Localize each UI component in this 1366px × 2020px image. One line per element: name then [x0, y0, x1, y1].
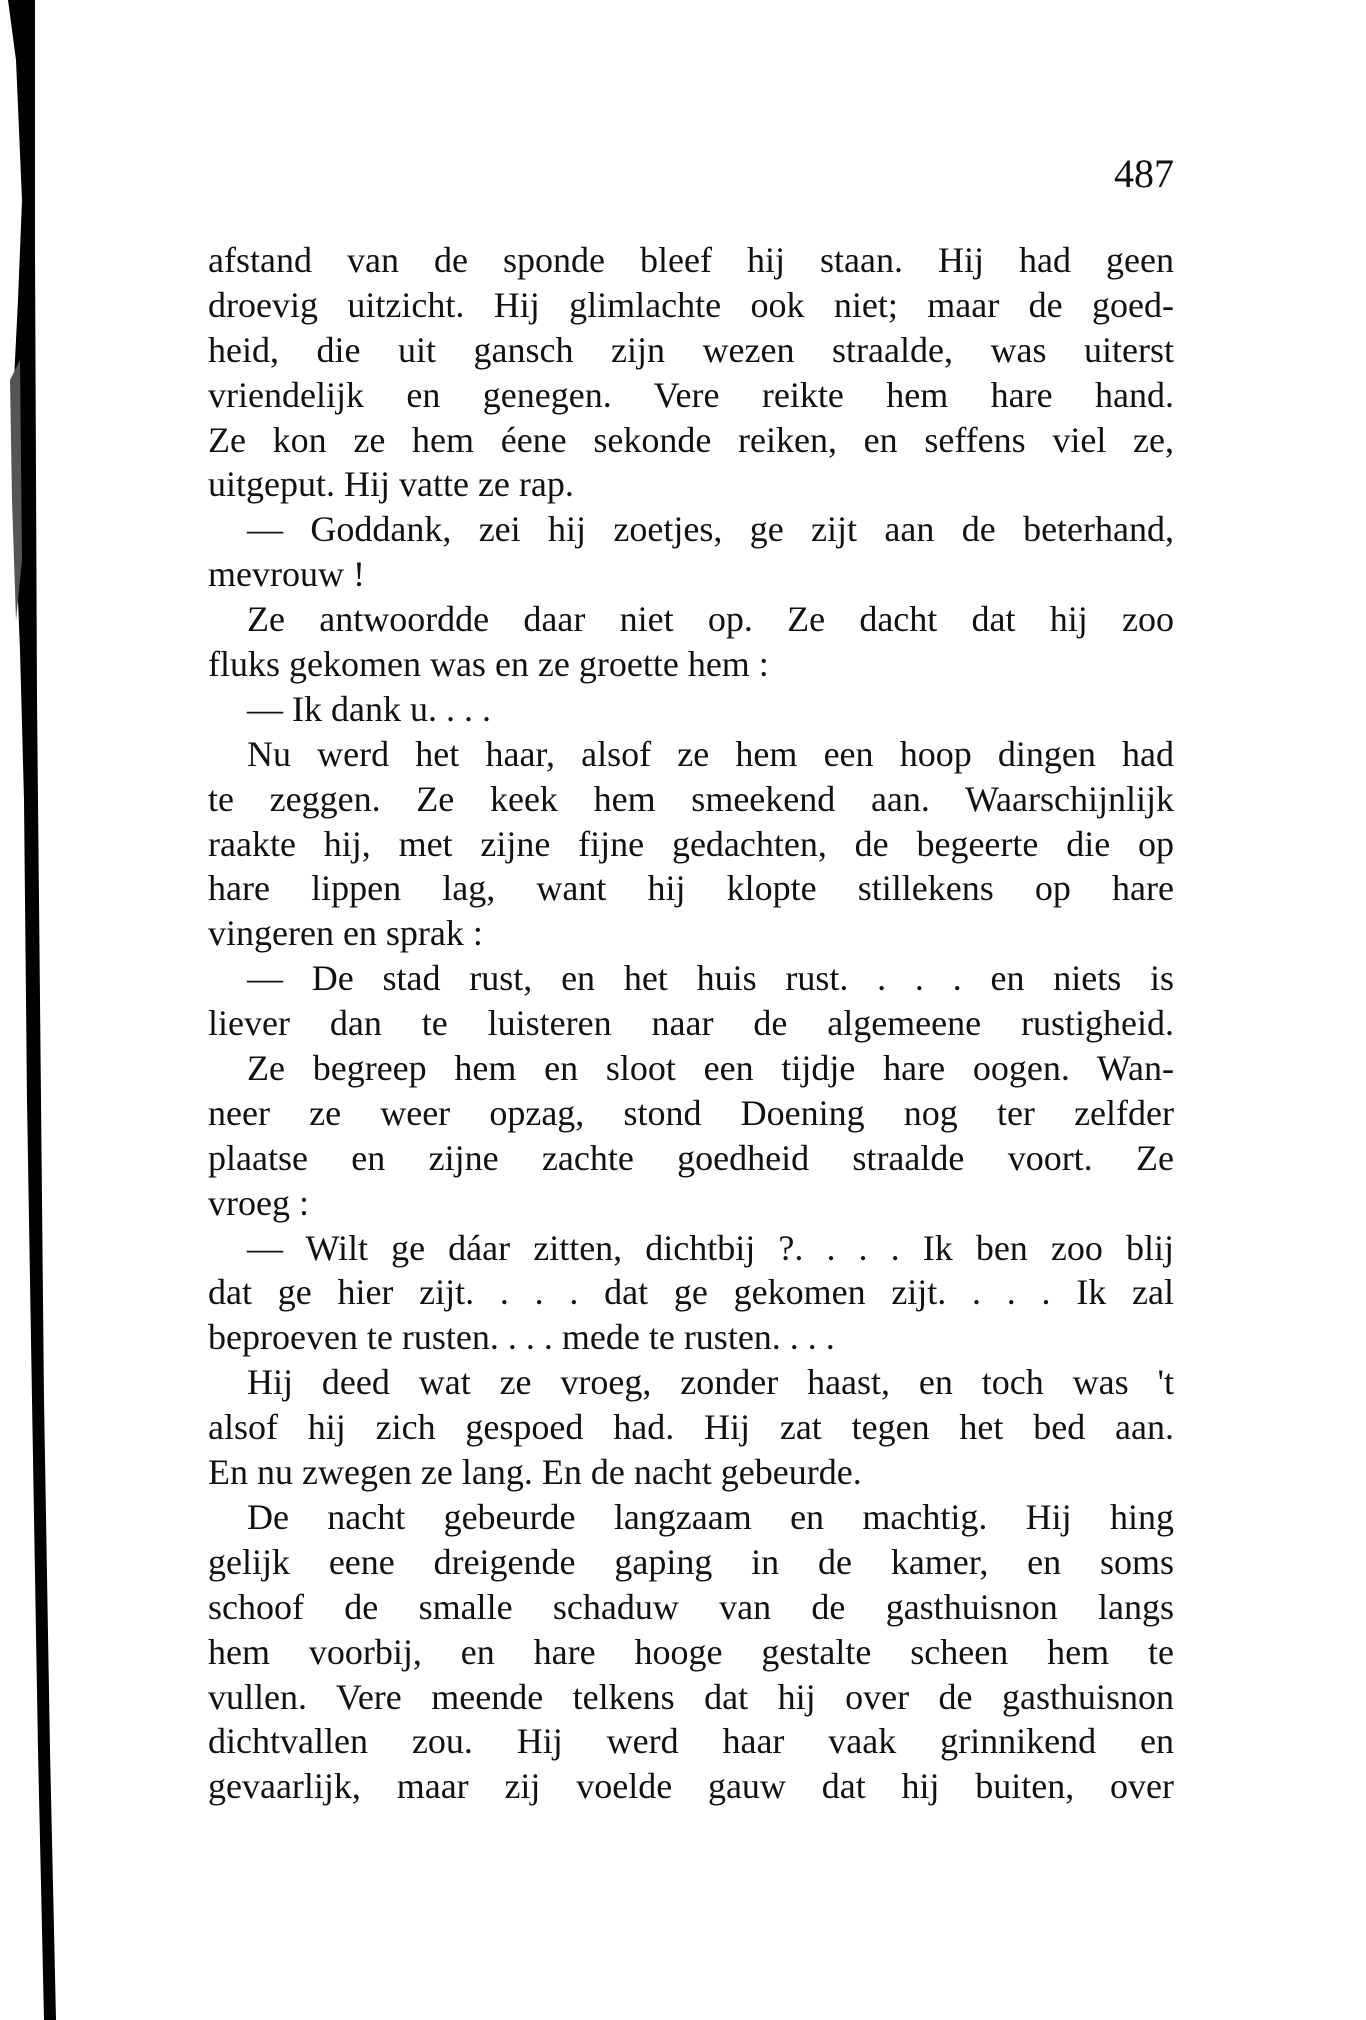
- text-line: alsof hij zich gespoed had. Hij zat tegen het bed aan.: [208, 1407, 1174, 1448]
- text-line: Ze antwoordde daar niet op. Ze dacht dat hij zoo: [247, 599, 1174, 640]
- text-line: fluks gekomen was en ze groette hem :: [208, 644, 769, 685]
- text-line: — De stad rust, en het huis rust. . . . en niets is: [247, 958, 1174, 999]
- text-line: uitgeput. Hij vatte ze rap.: [208, 464, 574, 505]
- text-line: hem voorbij, en hare hooge gestalte scheen hem te: [208, 1631, 1174, 1672]
- scanned-binding-edge: [0, 0, 80, 2020]
- text-line: Hij deed wat ze vroeg, zonder haast, en toch was 't: [247, 1362, 1174, 1403]
- text-line: neer ze weer opzag, stond Doening nog ter zelfder: [208, 1092, 1174, 1133]
- text-line: — Ik dank u. . . .: [247, 688, 491, 729]
- text-line: mevrouw !: [208, 554, 365, 595]
- text-line: Ze kon ze hem éene sekonde reiken, en seffens viel ze,: [208, 419, 1174, 460]
- text-line: raakte hij, met zijne fijne gedachten, de begeerte die op: [208, 823, 1174, 864]
- text-line: En nu zwegen ze lang. En de nacht gebeurde.: [208, 1452, 862, 1493]
- text-line: gelijk eene dreigende gaping in de kamer, en soms: [208, 1541, 1174, 1582]
- page-number: 487: [1114, 151, 1174, 196]
- text-line: vullen. Vere meende telkens dat hij over de gasthuisnon: [208, 1676, 1174, 1717]
- text-line: dat ge hier zijt. . . . dat ge gekomen zijt. . . . Ik zal: [208, 1272, 1174, 1313]
- text-line: droevig uitzicht. Hij glimlachte ook niet; maar de goed-: [208, 284, 1174, 325]
- text-line: hare lippen lag, want hij klopte stillekens op hare: [208, 868, 1174, 909]
- binding-shadow: [8, 0, 56, 2020]
- text-line: beproeven te rusten. . . . mede te rusten. . . .: [208, 1317, 835, 1358]
- text-line: heid, die uit gansch zijn wezen straalde, was uiterst: [208, 329, 1174, 370]
- text-line: De nacht gebeurde langzaam en machtig. Hij hing: [247, 1496, 1174, 1537]
- text-line: liever dan te luisteren naar de algemeene rustigheid.: [208, 1003, 1174, 1044]
- text-line: afstand van de sponde bleef hij staan. Hij had geen: [208, 240, 1174, 280]
- text-line: dichtvallen zou. Hij werd haar vaak grinnikend en: [208, 1721, 1174, 1762]
- text-line: — Wilt ge dáar zitten, dichtbij ?. . . . Ik ben zoo blij: [247, 1227, 1174, 1268]
- text-line: plaatse en zijne zachte goedheid straalde voort. Ze: [208, 1137, 1174, 1178]
- text-line: te zeggen. Ze keek hem smeekend aan. Waarschijnlijk: [208, 778, 1174, 819]
- text-line: Ze begreep hem en sloot een tijdje hare oogen. Wan-: [247, 1048, 1174, 1089]
- text-line: — Goddank, zei hij zoetjes, ge zijt aan de beterhand,: [247, 509, 1174, 550]
- text-line: vriendelijk en genegen. Vere reikte hem hare hand.: [208, 374, 1174, 415]
- text-line: schoof de smalle schaduw van de gasthuisnon langs: [208, 1586, 1174, 1627]
- text-line: vroeg :: [208, 1182, 309, 1223]
- body-text: [208, 238, 1174, 1809]
- text-line: vingeren en sprak :: [208, 913, 483, 954]
- text-line: Nu werd het haar, alsof ze hem een hoop dingen had: [247, 733, 1174, 774]
- text-line: gevaarlijk, maar zij voelde gauw dat hij buiten, over: [208, 1766, 1174, 1807]
